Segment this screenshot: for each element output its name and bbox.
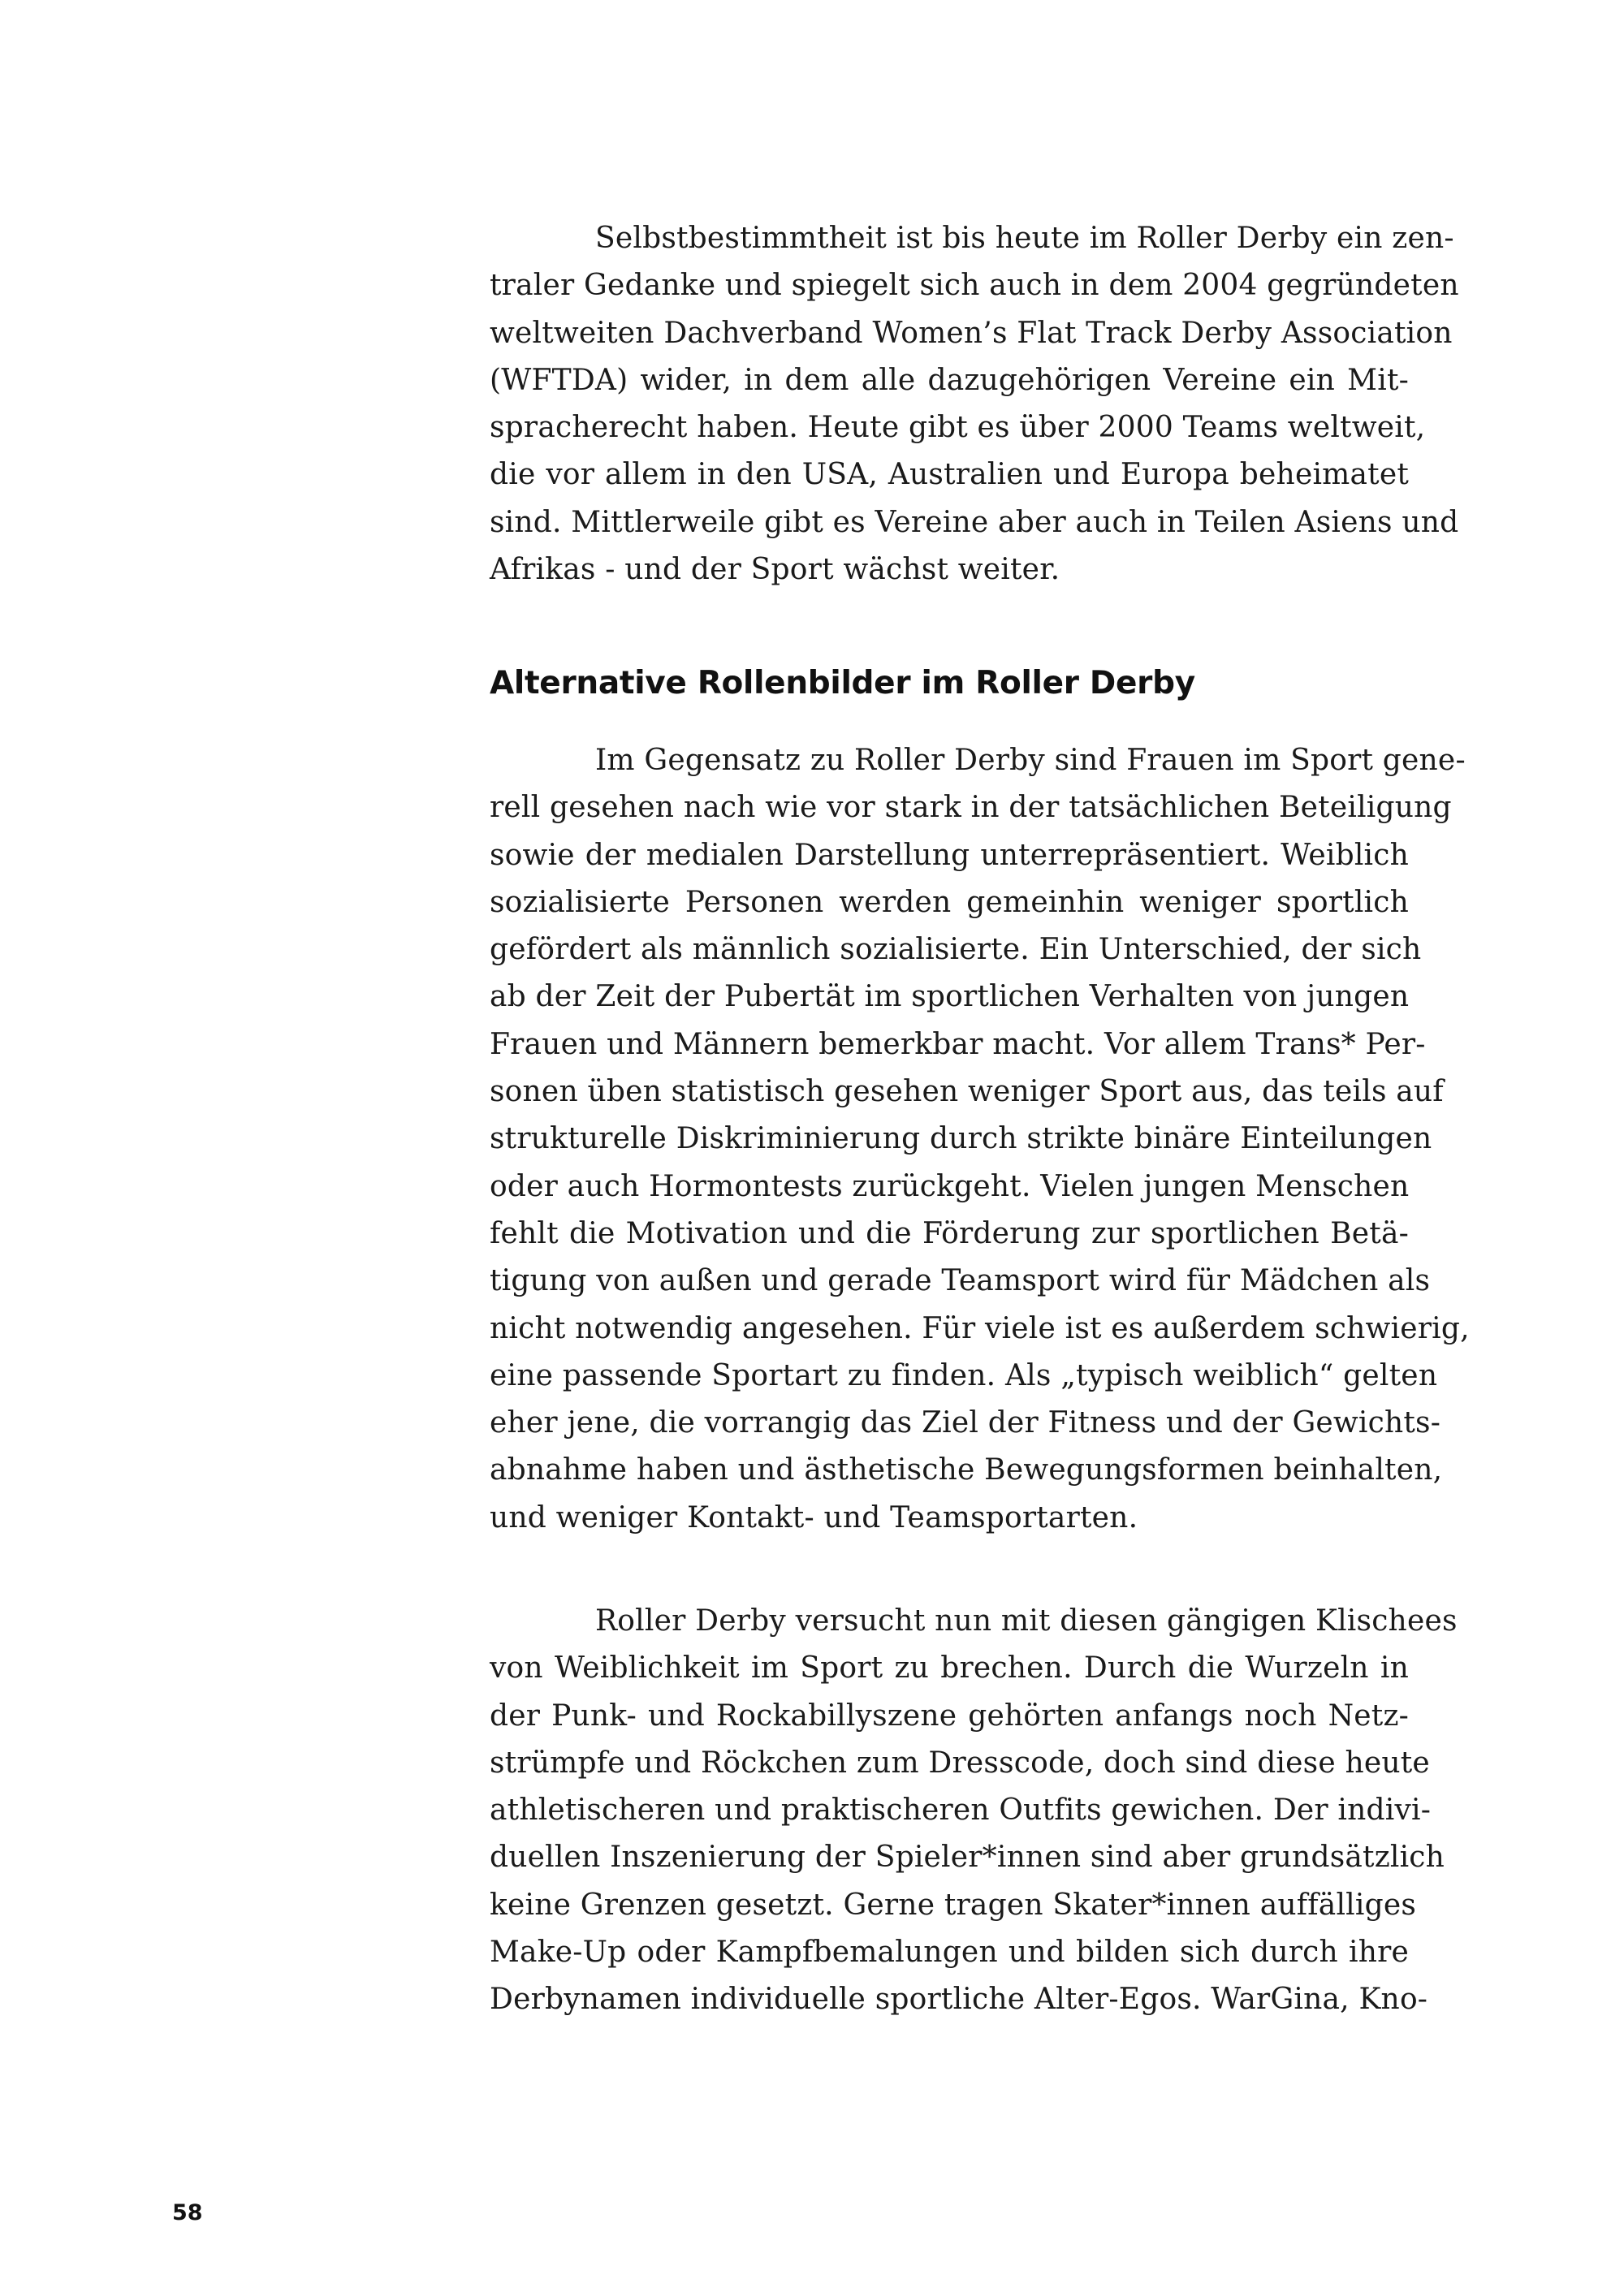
text-line: Roller Derby versucht nun mit diesen gängigen Klischees: [595, 1604, 1458, 1638]
text-line: ab der Zeit der Pubertät im sportlichen Verhalten von jungen: [490, 980, 1410, 1014]
text-line: keine Grenzen gesetzt. Gerne tragen Skater*innen auffälliges: [490, 1888, 1417, 1922]
text-line: Selbstbestimmtheit ist bis heute im Roller Derby ein zen-: [595, 222, 1454, 255]
text-line: tigung von außen und gerade Teamsport wird für Mädchen als: [490, 1264, 1431, 1298]
text-line: sozialisierte Personen werden gemeinhin weniger sportlich: [490, 885, 1409, 919]
paragraph-3: [490, 1598, 1458, 2024]
paragraph-2: [490, 737, 1470, 1542]
text-line: nicht notwendig angesehen. Für viele ist es außerdem schwierig,: [490, 1311, 1470, 1345]
text-line: strukturelle Diskriminierung durch strikte binäre Einteilungen: [490, 1122, 1432, 1156]
text-line: eher jene, die vorrangig das Ziel der Fitness und der Gewichts-: [490, 1406, 1441, 1440]
paragraph-1: [490, 215, 1459, 594]
text-line: Derbynamen individuelle sportliche Alter-Egos. WarGina, Kno-: [490, 1983, 1428, 2017]
text-line: traler Gedanke und spiegelt sich auch in dem 2004 gegründeten: [490, 269, 1459, 303]
text-line: duellen Inszenierung der Spieler*innen sind aber grundsätzlich: [490, 1841, 1445, 1875]
text-line: Im Gegensatz zu Roller Derby sind Frauen im Sport gene-: [595, 744, 1466, 777]
text-line: spracherecht haben. Heute gibt es über 2000 Teams weltweit,: [490, 411, 1426, 445]
text-line: von Weiblichkeit im Sport zu brechen. Durch die Wurzeln in: [490, 1651, 1409, 1686]
text-line: oder auch Hormontests zurückgeht. Vielen jungen Menschen: [490, 1169, 1410, 1203]
text-line: sowie der medialen Darstellung unterrepräsentiert. Weiblich: [490, 838, 1409, 872]
text-line: strümpfe und Röckchen zum Dresscode, doch sind diese heute: [490, 1746, 1430, 1780]
text-line: und weniger Kontakt- und Teamsportarten.: [490, 1500, 1138, 1534]
text-line: athletischeren und praktischeren Outfits gewichen. Der indivi-: [490, 1793, 1432, 1828]
text-line: die vor allem in den USA, Australien und Europa beheimatet: [490, 458, 1409, 492]
text-line: sonen üben statistisch gesehen weniger Sport aus, das teils auf: [490, 1075, 1444, 1109]
text-line: gefördert als männlich sozialisierte. Ein Unterschied, der sich: [490, 933, 1422, 967]
text-line: der Punk- und Rockabillyszene gehörten anfangs noch Netz-: [490, 1698, 1409, 1733]
text-line: Afrikas - und der Sport wächst weiter.: [490, 553, 1060, 587]
text-line: rell gesehen nach wie vor stark in der tatsächlichen Beteiligung: [490, 791, 1452, 825]
text-line: eine passende Sportart zu finden. Als „typisch weiblich“ gelten: [490, 1358, 1438, 1392]
text-line: fehlt die Motivation und die Förderung zur sportlichen Betä-: [490, 1216, 1409, 1250]
section-heading: Alternative Rollenbilder im Roller Derby: [490, 665, 1195, 701]
text-line: abnahme haben und ästhetische Bewegungsformen beinhalten,: [490, 1453, 1443, 1487]
text-line: sind. Mittlerweile gibt es Vereine aber auch in Teilen Asiens und: [490, 505, 1459, 539]
text-line: weltweiten Dachverband Women’s Flat Track Derby Association: [490, 316, 1453, 350]
text-line: Make-Up oder Kampfbemalungen und bilden sich durch ihre: [490, 1936, 1409, 1970]
text-line: (WFTDA) wider, in dem alle dazugehörigen Vereine ein Mit-: [490, 363, 1409, 397]
page-number: 58: [172, 2200, 203, 2225]
text-line: Frauen und Männern bemerkbar macht. Vor allem Trans* Per-: [490, 1027, 1426, 1061]
